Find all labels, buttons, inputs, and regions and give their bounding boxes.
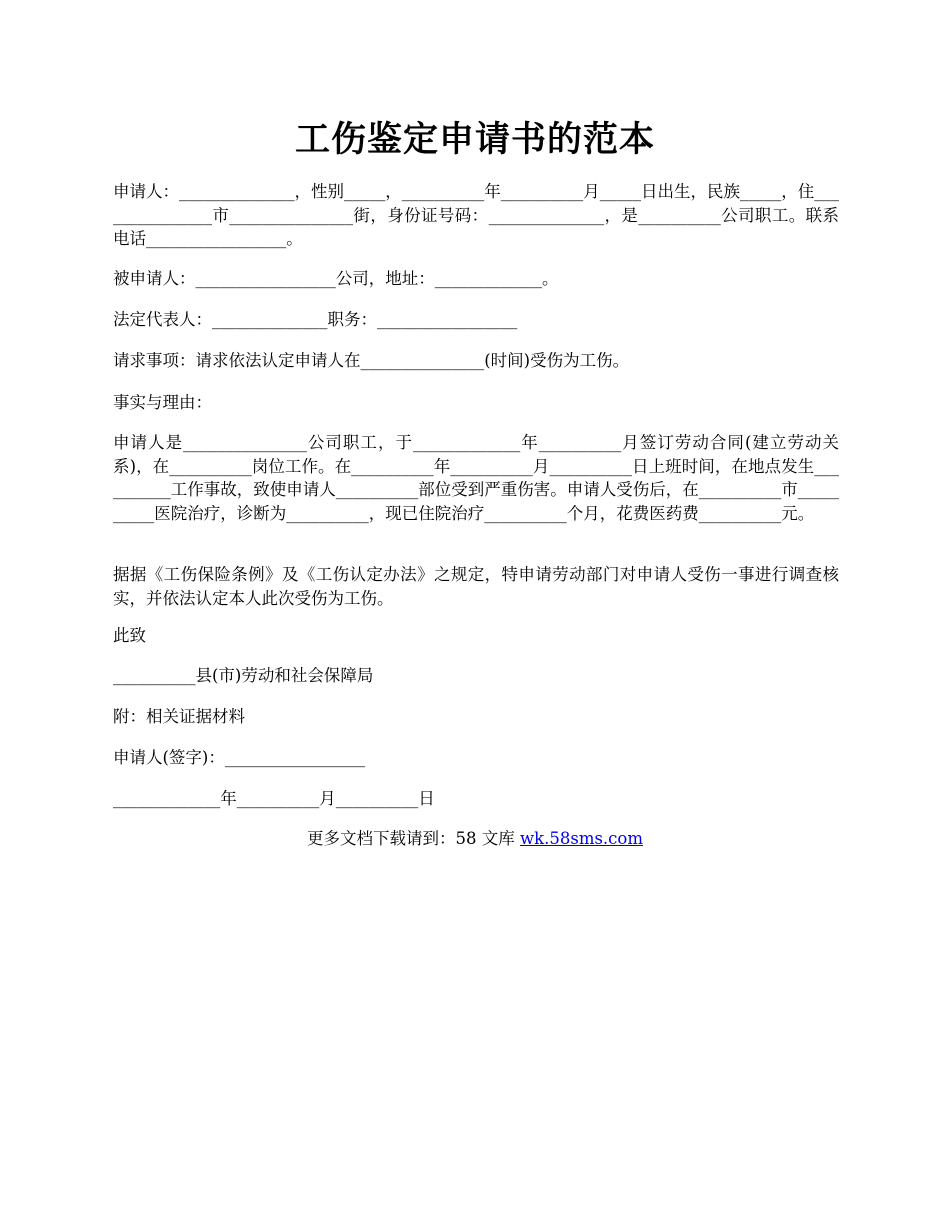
request-paragraph: 请求事项：请求依法认定申请人在_______________(时间)受伤为工伤。 — [113, 351, 630, 370]
basis-paragraph: 据据《工伤保险条例》及《工伤认定办法》之规定，特申请劳动部门对申请人受伤一事进行调查核实，并依法认定本人此次受伤为工伤。 — [113, 565, 839, 608]
date-line: _____________年__________月__________日 — [113, 789, 435, 808]
legal-representative-paragraph: 法定代表人：______________职务：_________________ — [113, 310, 518, 329]
facts-paragraph: 申请人是_______________公司职工，于_____________年__________月签订劳动合同(建立劳动关系)，在__________岗位工作。在__________年__________月__________日上班时间，在地点发生__________工作事故，致使申请人__________部位受到严重伤害。申请人受伤后，在__________市__________医院治疗，诊断为__________，现已住院治疗__________个月，花费医药费__________元。 — [113, 433, 839, 523]
attachment-note: 附：相关证据材料 — [113, 707, 245, 726]
facts-heading: 事实与理由： — [113, 393, 212, 412]
respondent-paragraph: 被申请人：_________________公司，地址：_____________。 — [113, 269, 559, 288]
salutation: 此致 — [113, 626, 146, 645]
signature-line: 申请人(签字)：_________________ — [113, 748, 366, 767]
applicant-info-paragraph: 申请人：______________，性别_____，__________年__________月_____日出生，民族_____，住_______________市_______________街，身份证号码：______________，是__________公司职工。联系电话_________________。 — [113, 182, 839, 248]
document-title: 工伤鉴定申请书的范本 — [294, 119, 655, 160]
footer — [0, 827, 950, 850]
footer-text: 更多文档下载请到：58 文库 — [306, 829, 520, 848]
recipient-bureau: __________县(市)劳动和社会保障局 — [113, 666, 374, 685]
footer-link[interactable]: wk.58sms.com — [519, 829, 643, 848]
